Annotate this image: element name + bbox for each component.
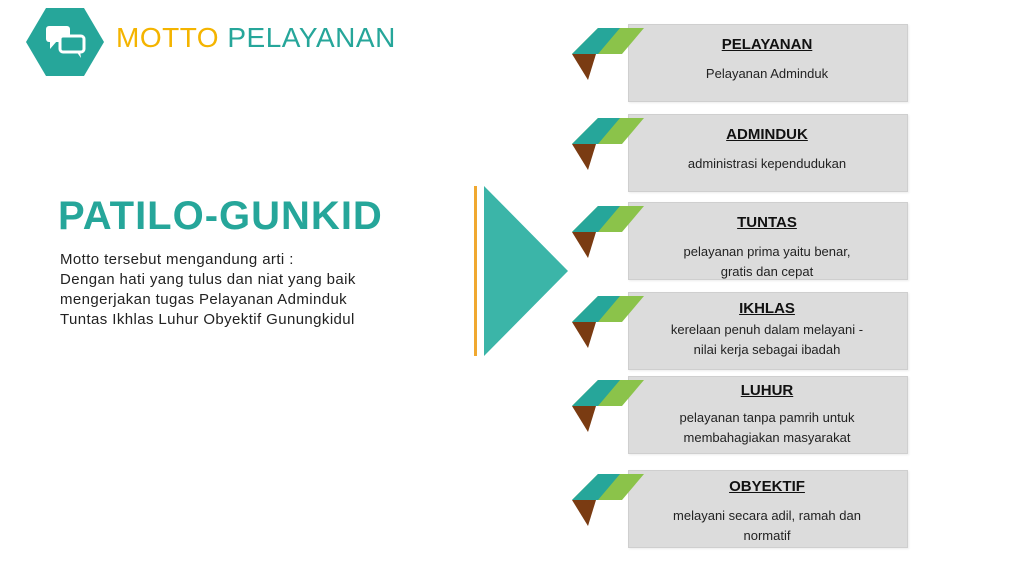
item-description: kerelaan penuh dalam melayani - nilai kerja sebagai ibadah <box>670 322 864 357</box>
list-item-adminduk <box>568 114 912 192</box>
chat-bubbles-icon <box>26 8 104 76</box>
list-item-ikhlas <box>568 292 912 370</box>
list-item-luhur <box>568 376 912 454</box>
list-item-pelayanan <box>568 24 912 102</box>
motto-line-3: mengerjakan tugas Pelayanan Adminduk <box>60 291 348 308</box>
motto-line-4: Tuntas Ikhlas Luhur Obyektif Gunungkidul <box>60 311 355 328</box>
page-title-part1: MOTTO <box>116 22 220 53</box>
item-title: PELAYANAN <box>721 36 813 53</box>
list-item-obyektif <box>568 470 912 548</box>
item-description: Pelayanan Adminduk <box>705 66 829 81</box>
motto-description <box>60 250 440 330</box>
motto-line-1: Motto tersebut mengandung arti : <box>60 251 294 268</box>
list-item-tuntas <box>568 202 912 280</box>
item-title: ADMINDUK <box>726 126 808 143</box>
motto-title: PATILO-GUNKID <box>58 194 383 238</box>
item-title: LUHUR <box>740 382 794 399</box>
item-title: OBYEKTIF <box>729 478 805 495</box>
item-description: pelayanan tanpa pamrih untuk membahagiakan masyarakat <box>679 410 855 445</box>
item-title: IKHLAS <box>739 300 795 317</box>
triangle-arrow-icon <box>484 186 574 356</box>
item-description: pelayanan prima yaitu benar, gratis dan cepat <box>683 244 851 279</box>
page-title-part2: PELAYANAN <box>227 22 396 53</box>
item-description: administrasi kependudukan <box>687 156 847 171</box>
divider-bar <box>474 186 477 356</box>
item-description: melayani secara adil, ramah dan normatif <box>673 508 861 543</box>
motto-line-2: Dengan hati yang tulus dan niat yang baik <box>60 271 356 288</box>
item-title: TUNTAS <box>737 214 797 231</box>
page-title <box>116 22 396 54</box>
